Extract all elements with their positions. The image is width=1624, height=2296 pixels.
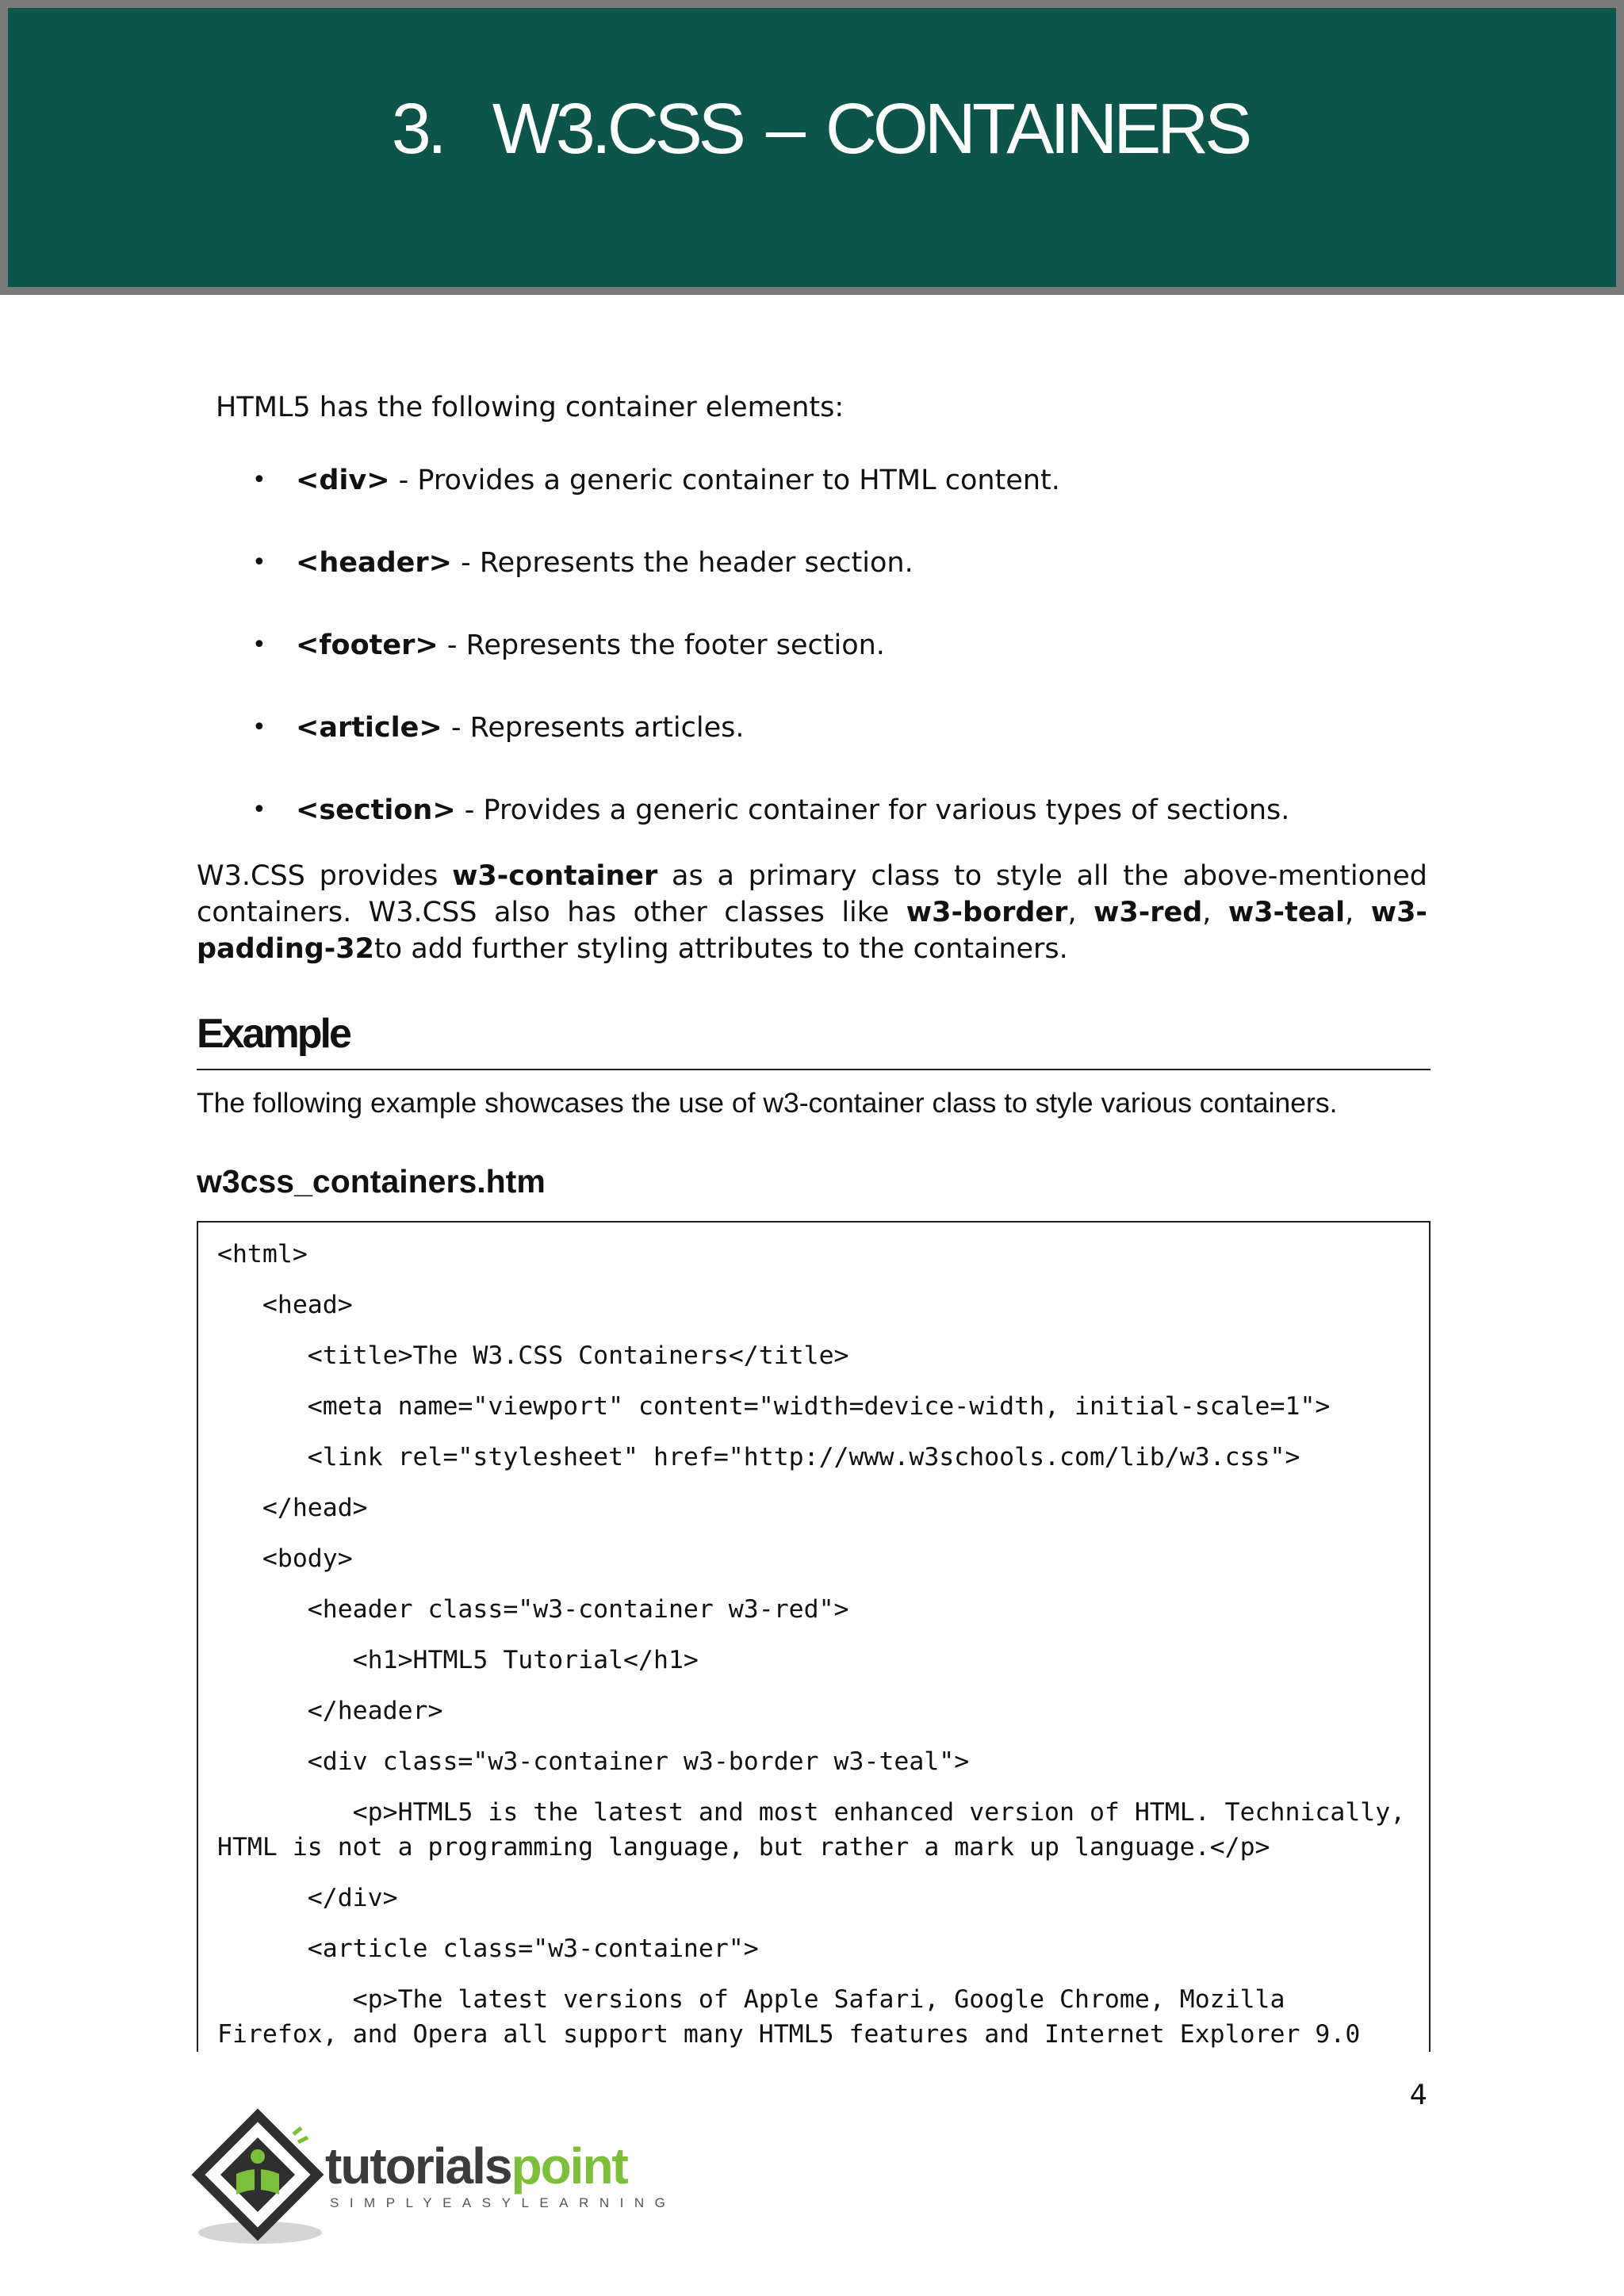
element-description: - Represents the header section.	[451, 547, 914, 579]
file-title: w3css_containers.htm	[197, 1163, 546, 1200]
code-line: <h1>HTML5 Tutorial</h1>	[217, 1646, 699, 1674]
heading-divider	[197, 1069, 1431, 1070]
code-line: </div>	[217, 1884, 398, 1912]
example-heading: Example	[197, 1011, 350, 1057]
chapter-title-text: W3.CSS – CONTAINERS	[492, 90, 1249, 169]
code-line: <div class="w3-container w3-border w3-teal">	[217, 1747, 970, 1776]
page-number: 4	[1409, 2080, 1427, 2111]
container-element-list	[252, 462, 1289, 874]
class-name: w3-border	[906, 897, 1068, 928]
element-description: - Represents the footer section.	[438, 629, 885, 661]
code-block	[197, 1221, 1431, 2052]
class-name: w3-red	[1094, 897, 1203, 928]
code-line: </head>	[217, 1494, 368, 1522]
list-item	[252, 462, 1289, 545]
tutorialspoint-logo	[190, 2107, 676, 2250]
chapter-title	[8, 90, 1624, 169]
separator: ,	[1067, 897, 1094, 928]
code-line: <title>The W3.CSS Containers</title>	[217, 1341, 849, 1370]
logo-word-main: tutorials	[325, 2137, 511, 2195]
code-line: <p>The latest versions of Apple Safari, Google Chrome, Mozilla	[217, 1985, 1285, 2014]
code-line: <meta name="viewport" content="width=device-width, initial-scale=1">	[217, 1392, 1331, 1421]
chapter-banner	[0, 0, 1624, 295]
separator: ,	[1345, 897, 1371, 928]
code-line: Firefox, and Opera all support many HTML5 features and Internet Explorer 9.0	[217, 2020, 1361, 2049]
list-item	[252, 710, 1289, 792]
logo-wordmark	[325, 2137, 627, 2195]
class-name: w3-teal	[1228, 897, 1346, 928]
separator: ,	[1202, 897, 1228, 928]
code-line: <article class="w3-container">	[217, 1934, 759, 1963]
element-description: - Represents articles.	[442, 712, 745, 744]
element-description: - Provides a generic container to HTML content.	[389, 465, 1060, 496]
list-item	[252, 545, 1289, 627]
element-tag: <footer>	[296, 629, 439, 661]
tutorialspoint-logo-icon	[190, 2107, 325, 2250]
w3css-description-paragraph	[197, 858, 1427, 967]
intro-paragraph: HTML5 has the following container elements:	[216, 392, 845, 423]
class-name: w3-container	[452, 860, 658, 892]
logo-tagline: SIMPLYEASYLEARNING	[330, 2195, 676, 2210]
class-name: w3-padding-32	[197, 897, 1427, 965]
element-tag: <header>	[296, 547, 452, 579]
text-run: W3.CSS provides	[197, 860, 453, 892]
code-line: <head>	[217, 1291, 353, 1319]
list-item	[252, 627, 1289, 710]
element-description: - Provides a generic container for various types of sections.	[455, 794, 1290, 826]
element-tag: <div>	[296, 465, 390, 496]
element-tag: <article>	[296, 712, 442, 744]
chapter-number: 3.	[391, 90, 443, 169]
logo-word-accent: point	[511, 2137, 627, 2195]
element-tag: <section>	[296, 794, 456, 826]
code-line: <p>HTML5 is the latest and most enhanced version of HTML. Technically,	[217, 1798, 1406, 1827]
code-line: </header>	[217, 1697, 443, 1725]
code-line: <header class="w3-container w3-red">	[217, 1595, 849, 1624]
example-description: The following example showcases the use of w3-container class to style various containers.	[197, 1087, 1338, 1119]
code-line: <body>	[217, 1544, 353, 1573]
code-line: HTML is not a programming language, but rather a mark up language.</p>	[217, 1833, 1270, 1862]
text-run: as a primary class to style all the above-mentioned containers. W3.CSS also has other classes like	[197, 860, 1428, 928]
code-line: <html>	[217, 1240, 308, 1269]
text-run: to add further styling attributes to the containers.	[373, 933, 1068, 965]
code-line: <link rel="stylesheet" href="http://www.w3schools.com/lib/w3.css">	[217, 1443, 1300, 1471]
